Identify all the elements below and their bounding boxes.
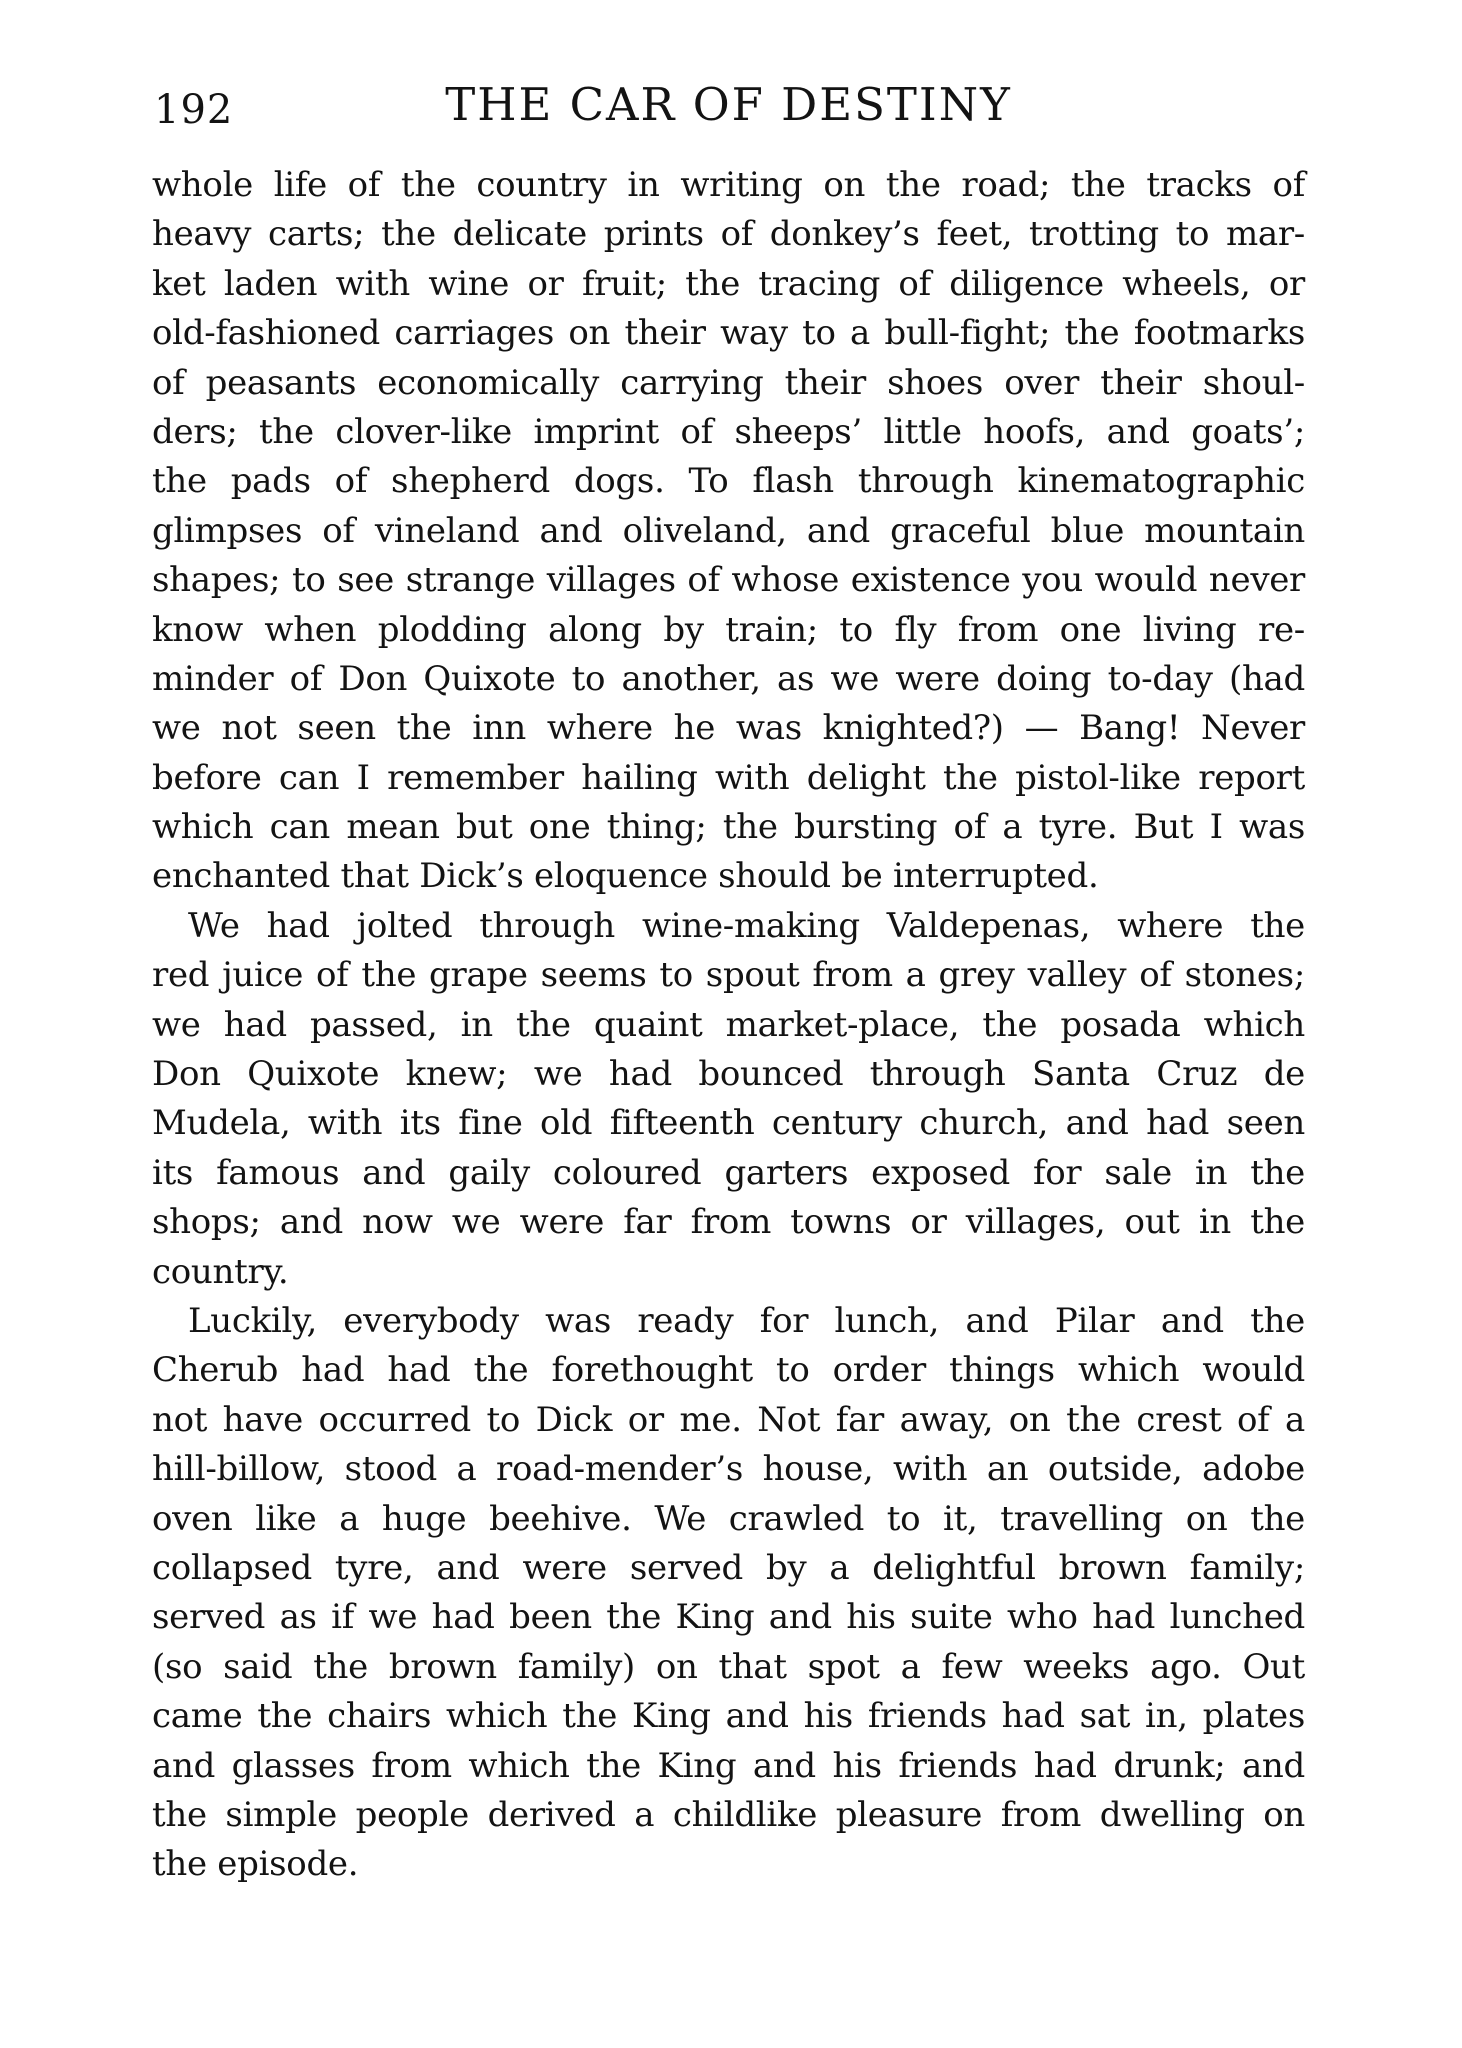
text-line: old-fashioned carriages on their way to a bull-fight; the footmarks (152, 313, 1305, 354)
text-line: country. (152, 1251, 289, 1292)
text-line: red juice of the grape seems to spout from a grey valley of stones; (152, 955, 1305, 996)
text-line: (so said the brown family) on that spot a few weeks ago. Out (152, 1646, 1305, 1687)
paragraph (152, 1297, 1305, 1890)
text-line: served as if we had been the King and his suite who had lunched (152, 1597, 1305, 1638)
text-line: glimpses of vineland and oliveland, and graceful blue mountain (152, 510, 1305, 551)
text-line: which can mean but one thing; the bursting of a tyre. But I was (152, 807, 1305, 848)
text-line: and glasses from which the King and his friends had drunk; and (152, 1745, 1305, 1786)
text-line: We had jolted through wine-making Valdepenas, where the (188, 905, 1305, 946)
text-line: not have occurred to Dick or me. Not far away, on the crest of a (152, 1399, 1305, 1440)
text-line: shapes; to see strange villages of whose existence you would never (152, 560, 1305, 601)
text-line: hill-billow, stood a road-mender’s house, with an outside, adobe (152, 1449, 1305, 1490)
text-line: ket laden with wine or fruit; the tracing of diligence wheels, or (152, 263, 1305, 304)
text-line: the episode. (152, 1844, 359, 1885)
text-line: collapsed tyre, and were served by a delightful brown family; (152, 1547, 1305, 1588)
paragraph (152, 161, 1305, 902)
text-line: its famous and gaily coloured garters exposed for sale in the (152, 1152, 1305, 1193)
running-title: THE CAR OF DESTINY (445, 78, 1012, 131)
text-block (152, 161, 1305, 1890)
text-line: Mudela, with its fine old fifteenth century church, and had seen (152, 1103, 1305, 1144)
text-line: the simple people derived a childlike pleasure from dwelling on (152, 1794, 1305, 1835)
text-line: Luckily, everybody was ready for lunch, and Pilar and the (188, 1300, 1305, 1341)
text-line: minder of Don Quixote to another, as we were doing to-day (had (152, 658, 1305, 699)
text-line: oven like a huge beehive. We crawled to it, travelling on the (152, 1498, 1305, 1539)
text-line: we not seen the inn where he was knighted?) — Bang! Never (152, 708, 1305, 749)
text-line: the pads of shepherd dogs. To flash through kinematographic (152, 461, 1305, 502)
text-line: enchanted that Dick’s eloquence should be interrupted. (152, 856, 1099, 897)
text-line: ders; the clover-like imprint of sheeps’ little hoofs, and goats’; (152, 411, 1305, 452)
text-line: came the chairs which the King and his friends had sat in, plates (152, 1696, 1305, 1737)
text-line: shops; and now we were far from towns or villages, out in the (152, 1202, 1305, 1243)
text-line: know when plodding along by train; to fly from one living re- (152, 609, 1305, 650)
text-line: of peasants economically carrying their shoes over their shoul- (152, 362, 1305, 403)
text-line: Don Quixote knew; we had bounced through Santa Cruz de (152, 1054, 1305, 1095)
text-line: before can I remember hailing with delight the pistol-like report (152, 757, 1305, 798)
text-line: Cherub had had the forethought to order things which would (152, 1350, 1305, 1391)
paragraph (152, 902, 1305, 1297)
text-line: heavy carts; the delicate prints of donkey’s feet, trotting to mar- (152, 214, 1305, 255)
page-number: 192 (154, 87, 234, 133)
running-header (152, 78, 1305, 132)
text-line: we had passed, in the quaint market-place, the posada which (152, 1004, 1305, 1045)
text-line: whole life of the country in writing on the road; the tracks of (152, 165, 1305, 205)
